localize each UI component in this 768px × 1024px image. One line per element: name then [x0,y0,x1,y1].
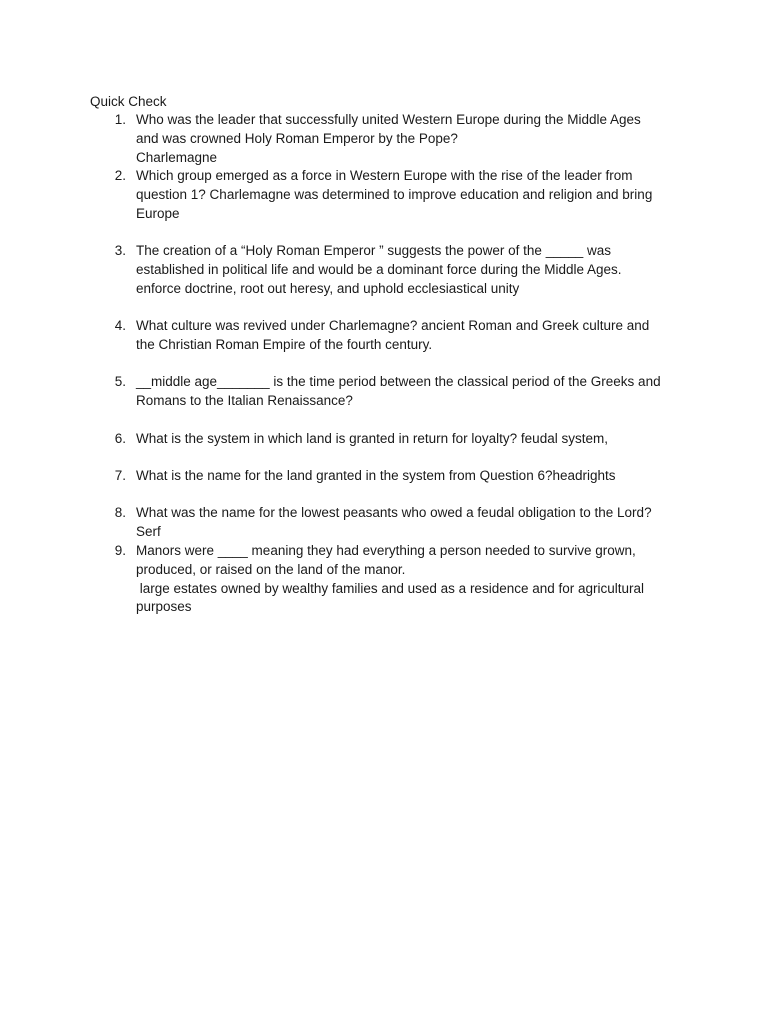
question-text [136,430,684,449]
question-line: Europe [136,205,180,221]
question-line: Who was the leader that successfully united Western Europe during the Middle Ages [136,112,641,127]
question-text [136,317,684,355]
question-line: the Christian Roman Empire of the fourth century. [136,336,433,352]
question-text [136,373,684,411]
answer-line: purposes [136,599,192,615]
question-text [136,111,684,167]
answer-line: Serf [136,523,161,539]
question-text [136,167,684,223]
question-line: __middle age_______ is the time period between the classical period of the Greeks and [136,374,661,389]
question-number: 9. [114,543,126,558]
question-line: What is the system in which land is granted in return for loyalty? feudal system, [136,431,608,446]
question-line: and was crowned Holy Roman Emperor by the Pope? [136,130,458,146]
question-line: produced, or raised on the land of the manor. [136,561,406,577]
answer-line: large estates owned by wealthy families and used as a residence and for agricultural [136,580,645,596]
question-text [136,504,684,542]
question-number: 8. [114,505,126,520]
question-text [136,542,684,617]
question-number: 6. [114,431,126,446]
answer-line: enforce doctrine, root out heresy, and uphold ecclesiastical unity [136,280,520,296]
question-line: The creation of a “Holy Roman Emperor ” suggests the power of the _____ was [136,243,611,258]
question-line: Manors were ____ meaning they had everything a person needed to survive grown, [136,543,636,558]
question-line: Romans to the Italian Renaissance? [136,392,353,408]
question-line: question 1? Charlemagne was determined to improve education and religion and bring [136,186,653,202]
question-line: What culture was revived under Charlemagne? ancient Roman and Greek culture and [136,318,650,333]
question-line: What was the name for the lowest peasants who owed a feudal obligation to the Lord? [136,505,652,520]
question-number: 4. [114,318,126,333]
question-number: 5. [114,374,126,389]
question-line: What is the name for the land granted in the system from Question 6?headrights [136,468,616,483]
question-line: Which group emerged as a force in Western Europe with the rise of the leader from [136,168,633,183]
page-title: Quick Check [90,94,167,109]
question-text [136,467,684,486]
question-line: established in political life and would be a dominant force during the Middle Ages. [136,261,622,277]
question-number: 3. [114,243,126,258]
question-text [136,242,684,298]
question-number: 7. [114,468,126,483]
question-number: 1. [114,112,126,127]
answer-line: Charlemagne [136,149,218,165]
question-number: 2. [114,168,126,183]
